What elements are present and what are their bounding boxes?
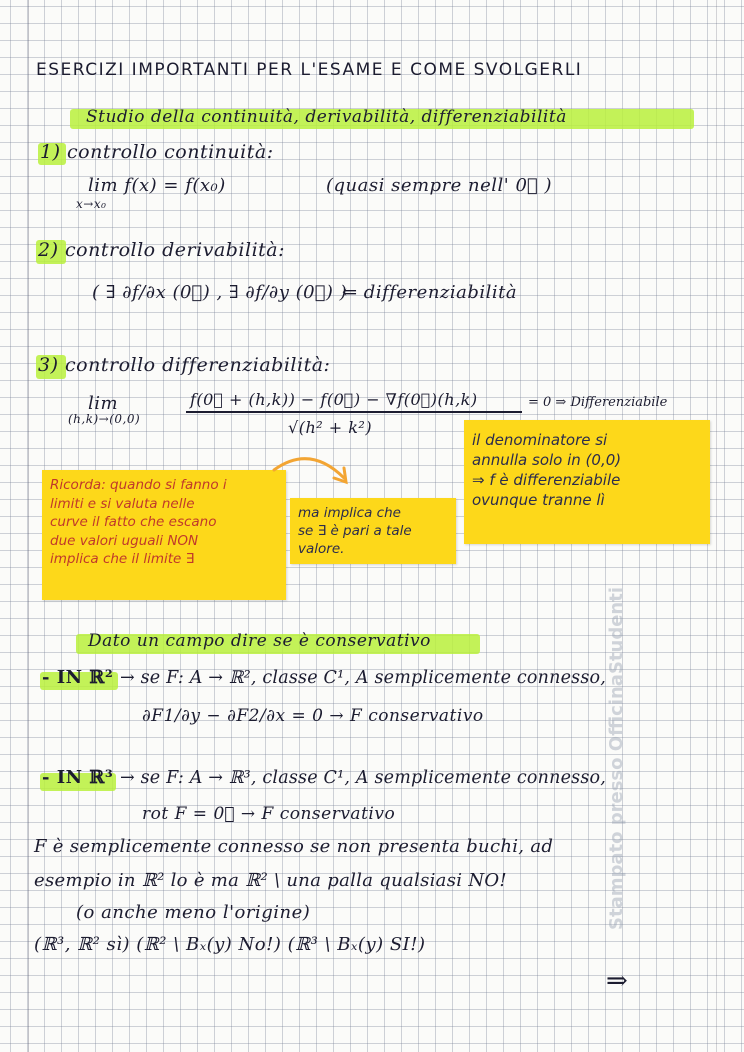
step2-formula: ( ∃ ∂f/∂x (0⃗) , ∃ ∂f/∂y (0⃗) ) xyxy=(92,282,348,303)
r2-tag: - IN ℝ² xyxy=(42,667,114,688)
step2-note: ⇐ differenziabilità xyxy=(342,282,518,303)
step3-denominator: √(h² + k²) xyxy=(288,418,373,437)
step1-limit-subscript: x→x₀ xyxy=(76,197,107,211)
right-margin-line xyxy=(716,0,717,1052)
r3-text: → se F: A → ℝ³, classe C¹, A semplicemente connesso, xyxy=(120,768,607,788)
step2-label: 2) controllo derivabilità: xyxy=(38,239,286,261)
fraction-bar xyxy=(186,411,522,413)
r3-condition: rot F = 0⃗ → F conservativo xyxy=(142,804,396,824)
step3-lim: lim xyxy=(88,393,119,414)
r2-text: → se F: A → ℝ², classe C¹, A semplicemente connesso, xyxy=(120,668,607,688)
next-page-arrow-icon: ⇒ xyxy=(606,966,629,996)
note-denominatore-text: il denominatore si annulla solo in (0,0) ⇒ f è differenziabile ovunque tranne lì xyxy=(472,431,622,509)
note-ricorda xyxy=(42,470,286,600)
page-title: ESERCIZI IMPORTANTI PER L'ESAME E COME SVOLGERLI xyxy=(36,60,583,80)
note-implica-text: ma implica che se ∃ è pari a tale valore. xyxy=(298,505,412,557)
section1-heading: Studio della continuità, derivabilità, differenziabilità xyxy=(86,107,567,127)
step1-note: (quasi sempre nell' 0⃗ ) xyxy=(326,175,552,196)
step1-formula: lim f(x) = f(x₀) xyxy=(88,175,226,196)
connected-definition-line2: esempio in ℝ² lo è ma ℝ² \ una palla qualsiasi NO! xyxy=(34,870,507,891)
connected-definition-line3: (o anche meno l'origine) xyxy=(76,902,311,923)
step1-label: 1) controllo continuità: xyxy=(40,141,274,163)
note-implica xyxy=(290,498,456,564)
connected-definition-line1: F è semplicemente connesso se non presenta buchi, ad xyxy=(34,836,554,857)
step3-limit-subscript: (h,k)→(0,0) xyxy=(68,412,141,426)
note-ricorda-text: Ricorda: quando si fanno i limiti e si valuta nelle curve il fatto che escano due valori uguali NON implica che il limite ∃ xyxy=(50,477,227,567)
step3-numerator: f(0⃗ + (h,k)) − f(0⃗) − ∇f(0⃗)(h,k) xyxy=(190,390,478,409)
watermark-stamp: Stampato presso OfficinaStudenti xyxy=(606,586,627,930)
section2-heading: Dato un campo dire se è conservativo xyxy=(88,631,431,651)
step3-result: = 0 ⇒ Differenziabile xyxy=(528,395,668,410)
note-denominatore xyxy=(464,420,710,544)
orange-arrow-icon xyxy=(270,448,360,498)
step3-label: 3) controllo differenziabilità: xyxy=(38,354,331,376)
connected-definition-line4: (ℝ³, ℝ² sì) (ℝ² \ Bₓ(y) No!) (ℝ³ \ Bₓ(y) SI!) xyxy=(34,934,426,955)
r3-tag: - IN ℝ³ xyxy=(42,767,114,788)
r2-condition: ∂F1/∂y − ∂F2/∂x = 0 → F conservativo xyxy=(142,706,484,726)
left-margin-line xyxy=(28,0,29,1052)
